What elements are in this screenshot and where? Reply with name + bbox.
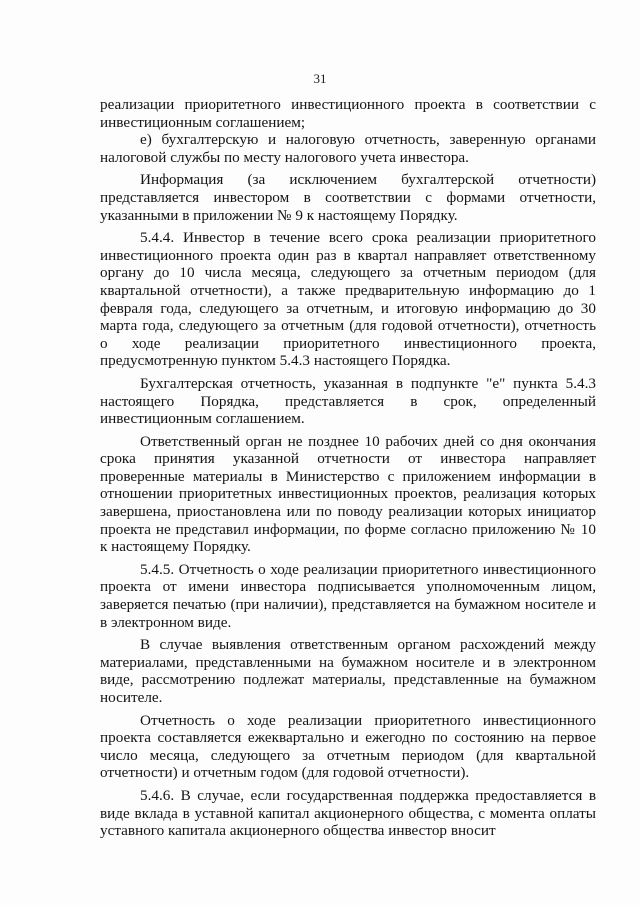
paragraph-5-4-6: 5.4.6. В случае, если государственная поддержка предоставляется в виде вклада в уставной капитал акционерного общества, с момента оплаты уставного капитала акционерного общества инвестор вносит	[100, 786, 596, 840]
paragraph-reporting-schedule: Отчетность о ходе реализации приоритетного инвестиционного проекта составляется ежеквартально и ежегодно по состоянию на первое число месяца, следующего за отчетным периодом (для квартальной отчетности) и отчетным годом (для годовой отчетности).	[100, 711, 596, 782]
paragraph-accounting-reports: Бухгалтерская отчетность, указанная в подпункте "е" пункта 5.4.3 настоящего Порядка, представляется в срок, определенный инвестиционным соглашением.	[100, 374, 596, 428]
paragraph-responsible-body: Ответственный орган не позднее 10 рабочих дней со дня окончания срока принятия указанной отчетности от инвестора направляет проверенные материалы в Министерство с приложением информации в отношении приоритетных инвестиционных проектов, реализация которых завершена, приостановлена или по поводу реализации которых инициатор проекта не представил информации, по форме согласно приложению № 10 к настоящему Порядку.	[100, 432, 596, 556]
paragraph-item-e: е) бухгалтерскую и налоговую отчетность, заверенную органами налоговой службы по месту налогового учета инвестора.	[100, 131, 596, 166]
paragraph-5-4-5: 5.4.5. Отчетность о ходе реализации приоритетного инвестиционного проекта от имени инвестора подписывается уполномоченным лицом, заверяется печатью (при наличии), представляется на бумажном носителе и в электронном виде.	[100, 560, 596, 631]
paragraph-discrepancies: В случае выявления ответственным органом расхождений между материалами, представленными на бумажном носителе и в электронном виде, рассмотрению подлежат материалы, представленные на бумажном носителе.	[100, 636, 596, 706]
document-body	[100, 96, 596, 840]
paragraph-continuation: реализации приоритетного инвестиционного проекта в соответствии с инвестиционным соглашением;	[100, 96, 596, 131]
paragraph-5-4-4: 5.4.4. Инвестор в течение всего срока реализации приоритетного инвестиционного проекта один раз в квартал направляет ответственному органу до 10 числа месяца, следующего за отчетным периодом (для квартальной отчетности), а также предварительную информацию до 1 февраля года, следующего за отчетным, и итоговую информацию до 30 марта года, следующего за отчетным (для годовой отчетности), отчетность о ходе реализации приоритетного инвестиционного проекта, предусмотренную пунктом 5.4.3 настоящего Порядка.	[100, 229, 596, 370]
page-number: 31	[313, 71, 327, 86]
paragraph-information-forms: Информация (за исключением бухгалтерской отчетности) представляется инвестором в соответствии с формами отчетности, указанными в приложении № 9 к настоящему Порядку.	[100, 171, 596, 224]
